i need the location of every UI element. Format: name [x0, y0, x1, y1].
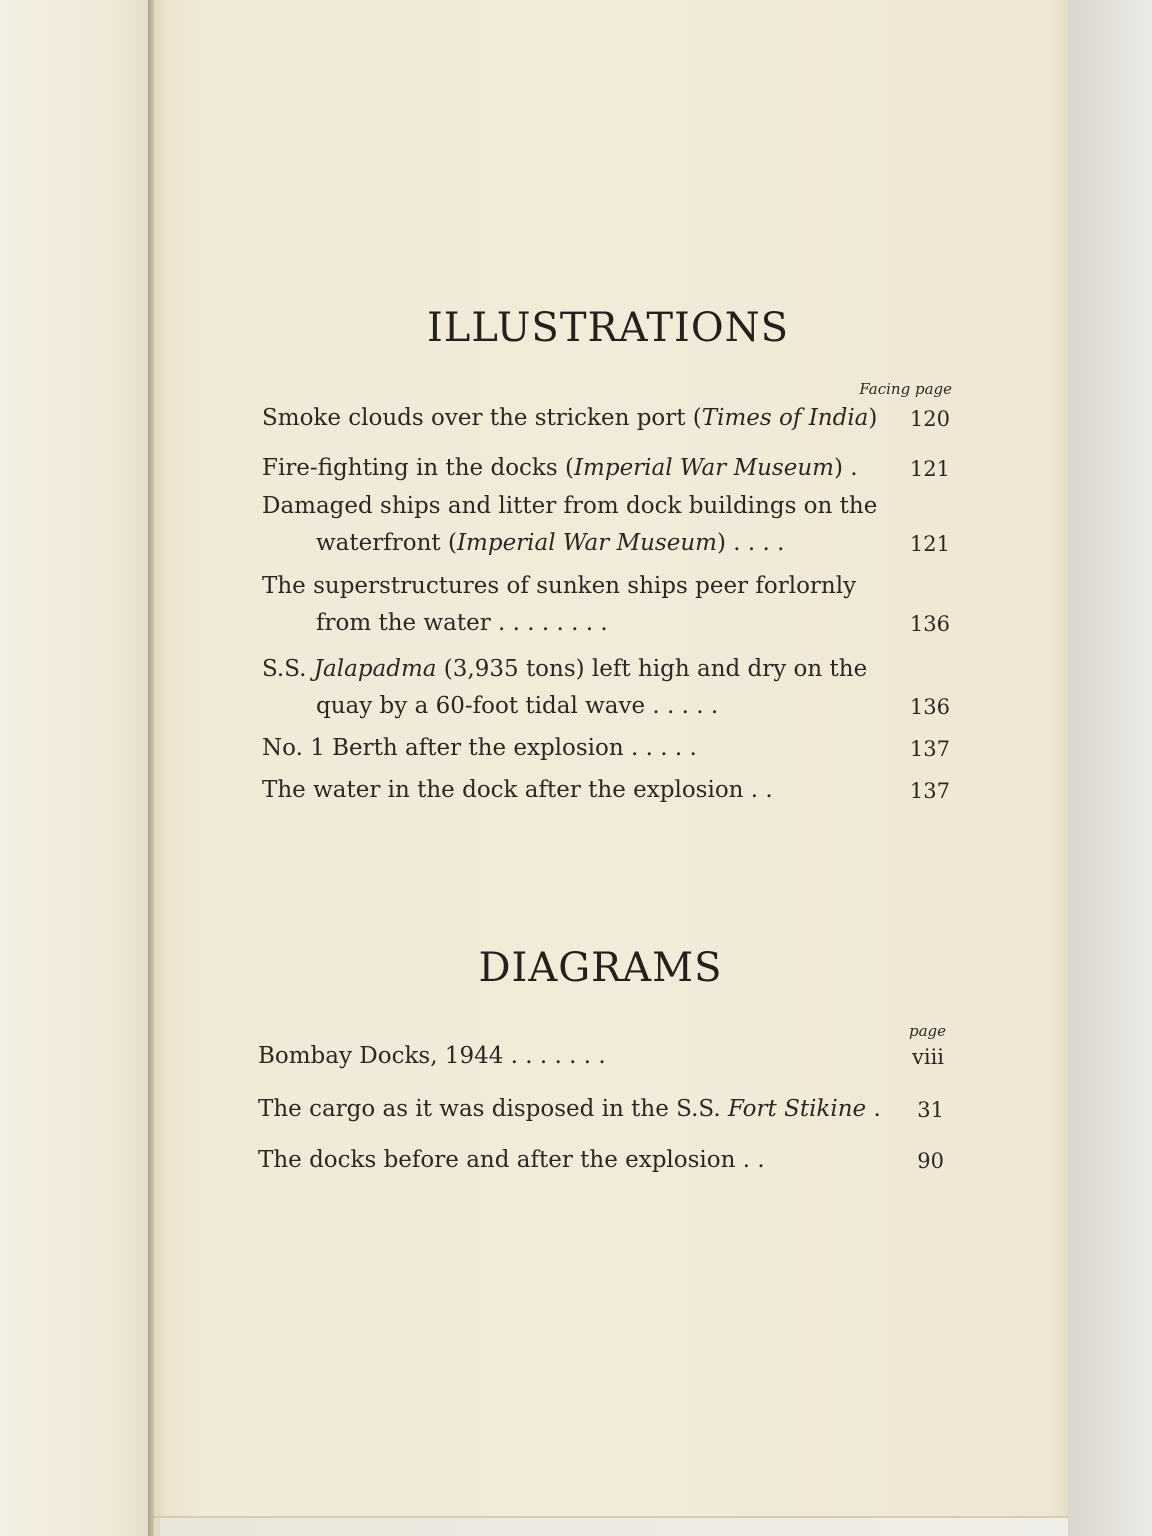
entry-text: No. 1 Berth after the explosion . . . . . [262, 735, 697, 761]
illustration-entry-line [316, 610, 608, 636]
entry-text: Damaged ships and litter from dock buildings on the [262, 493, 878, 519]
entry-italic-text: Imperial War Museum [573, 455, 834, 481]
illustration-page-number: 137 [909, 779, 950, 803]
entry-italic-text: Jalapadma [313, 656, 437, 682]
illustration-entry-line [262, 656, 867, 682]
illustration-page-number: 136 [909, 695, 950, 719]
illustration-entry-line [262, 455, 858, 481]
entry-text: waterfront ( [316, 530, 457, 556]
entry-text: The water in the dock after the explosion . . [262, 777, 773, 803]
entry-text: from the water . . . . . . . . [316, 610, 608, 636]
illustration-page-number: 121 [909, 457, 950, 481]
illustration-entry-line [262, 735, 697, 761]
entry-text-after: (3,935 tons) left high and dry on the [436, 656, 868, 682]
entry-text-after: ) [868, 405, 878, 431]
background-surface [1068, 0, 1152, 1536]
diagram-page-number: 31 [917, 1098, 944, 1122]
entry-text: Fire-fighting in the docks ( [262, 455, 574, 481]
entry-text: Smoke clouds over the stricken port ( [262, 405, 702, 431]
diagram-page-number: viii [911, 1045, 944, 1069]
illustration-entry-line [262, 777, 773, 803]
diagrams-heading: DIAGRAMS [478, 945, 723, 991]
facing-page-header: Facing page [859, 380, 952, 398]
illustration-entry-line [262, 493, 877, 519]
illustrations-heading: ILLUSTRATIONS [426, 305, 790, 351]
diagrams-page-header: page [908, 1022, 946, 1040]
entry-text: The cargo as it was disposed in the S.S. [258, 1096, 728, 1122]
illustration-page-number: 136 [909, 612, 950, 636]
illustration-entry-line [262, 405, 877, 431]
entry-text-after: . [866, 1096, 881, 1122]
left-page [0, 0, 160, 1536]
diagram-entry-line [258, 1147, 765, 1173]
entry-italic-text: Times of India [701, 405, 869, 431]
entry-text: quay by a 60-foot tidal wave . . . . . [316, 693, 719, 719]
illustration-entry-line [262, 573, 856, 599]
book-gutter [148, 0, 154, 1536]
entry-italic-text: Fort Stikine [727, 1096, 867, 1122]
entry-text: The superstructures of sunken ships peer forlornly [262, 573, 857, 599]
illustration-entry-line [316, 530, 784, 556]
illustration-entry-line [316, 693, 718, 719]
entry-italic-text: Imperial War Museum [456, 530, 717, 556]
diagram-entry-line [258, 1043, 606, 1069]
entry-text: Bombay Docks, 1944 . . . . . . . [258, 1043, 606, 1069]
entry-text-after: ) . . . . [716, 530, 785, 556]
entry-text: S.S. [262, 656, 314, 682]
diagram-page-number: 90 [917, 1149, 944, 1173]
diagram-entry-line [258, 1096, 881, 1122]
entry-text-after: ) . [833, 455, 858, 481]
illustration-page-number: 121 [909, 532, 950, 556]
illustration-page-number: 120 [909, 407, 950, 431]
illustration-page-number: 137 [909, 737, 950, 761]
entry-text: The docks before and after the explosion . . [258, 1147, 765, 1173]
